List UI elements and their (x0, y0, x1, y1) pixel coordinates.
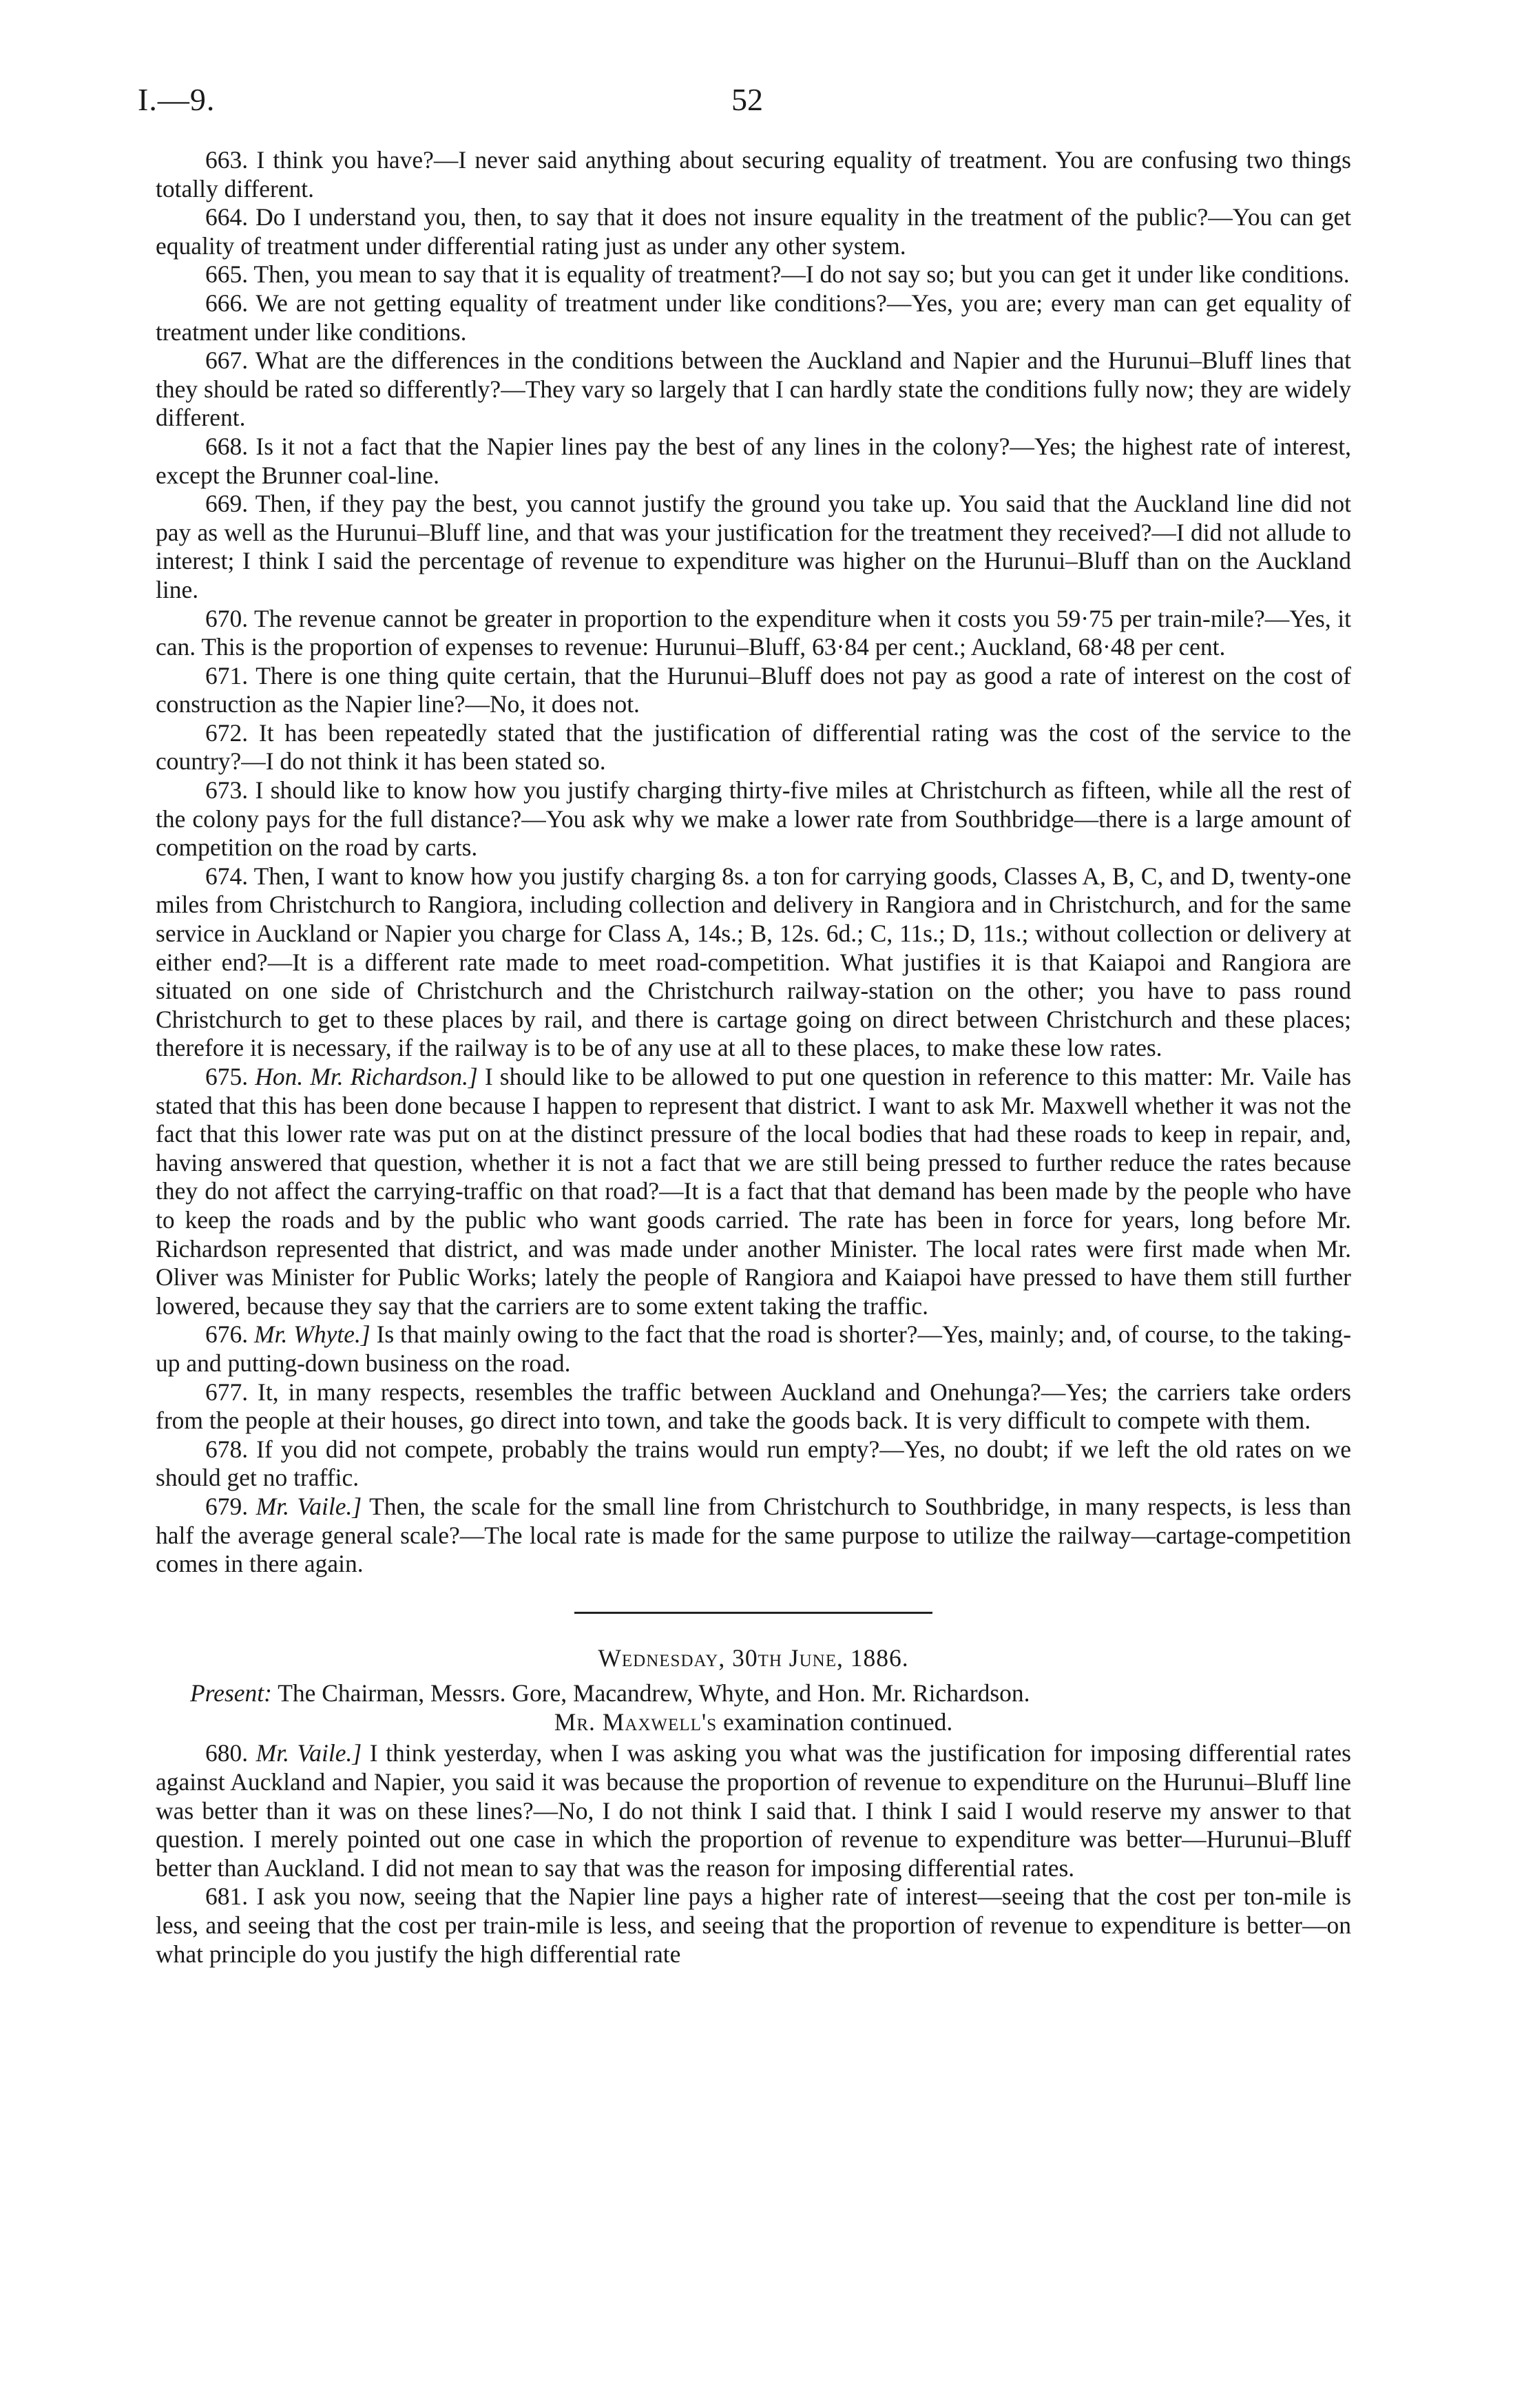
question-number: 680. (205, 1739, 249, 1767)
question-paragraph (156, 1739, 1351, 1882)
question-text: Then, I want to know how you justify charging 8s. a ton for carrying goods, Classes A, B, C, and D, twenty-one miles from Christchurch to Rangiora, including collection and delivery in Rangiora and in Christchurch, and for the same service in Auckland or Napier you charge for Class A, 14s.; B, 12s. 6d.; C, 11s.; D, 11s.; without collection or delivery at either end?—It is a different rate made to meet road-competition. What justifies it is that Kaiapoi and Rangiora are situated on one side of Christchurch and the Christchurch railway-station on the other; you have to pass round Christchurch to get to these places by rail, and there is cartage going on direct between Christchurch and these places; therefore it is necessary, if the railway is to be of any use at all to these places, to make these low rates. (156, 862, 1352, 1062)
question-text: It has been repeatedly stated that the justification of differential rating was the cost of the service to the country?—I do not think it has been stated so. (156, 718, 1351, 776)
question-paragraph (156, 289, 1351, 346)
paragraphs-section-2 (156, 1739, 1351, 1969)
page-number: 52 (731, 82, 763, 117)
question-paragraph (156, 662, 1351, 719)
question-number: 672. (205, 718, 249, 747)
question-text: I think yesterday, when I was asking you what was the justification for imposing differential rates against Auckland and Napier, you said it was because the proportion of revenue to expenditure on the Hurunui–Bluff line was better than it was on these lines?—No, I do not think I said that. I think I said I would reserve my answer to that question. I merely pointed out one case in which the proportion of revenue to expenditure was better—Hurunui–Bluff better than Auckland. I did not mean to say that was the reason for imposing differential rates. (156, 1739, 1351, 1882)
question-paragraph (156, 605, 1351, 662)
witness-name: Mr. Maxwell's (554, 1708, 718, 1736)
question-paragraph (156, 1378, 1351, 1435)
speaker-name: Hon. Mr. Richardson.] (255, 1063, 478, 1090)
question-paragraph (156, 1493, 1351, 1579)
question-text: Is it not a fact that the Napier lines pay the best of any lines in the colony?—Yes; the highest rate of interest, except the Brunner coal-line. (156, 432, 1351, 489)
present-line (156, 1679, 1351, 1708)
question-number: 676. (205, 1320, 249, 1349)
question-number: 681. (205, 1882, 249, 1911)
section-divider (574, 1612, 932, 1614)
question-number: 663. (205, 146, 249, 174)
question-text: We are not getting equality of treatment under like conditions?—Yes, you are; every man can get equality of treatment under like conditions. (156, 289, 1352, 346)
question-paragraph (156, 433, 1351, 490)
question-paragraph (156, 776, 1351, 862)
question-number: 678. (205, 1435, 249, 1463)
speaker-name: Mr. Whyte.] (254, 1320, 371, 1349)
speaker-name: Mr. Vaile.] (255, 1739, 362, 1767)
present-label: Present: (190, 1679, 272, 1708)
body-text (156, 146, 1351, 1969)
question-number: 673. (205, 776, 249, 805)
question-paragraph (156, 260, 1351, 289)
question-number: 664. (205, 203, 249, 231)
question-paragraph (156, 1435, 1351, 1493)
question-number: 679. (205, 1492, 249, 1520)
examination-continued (156, 1708, 1351, 1737)
question-text: There is one thing quite certain, that the Hurunui–Bluff does not pay as good a rate of interest on the cost of construction as the Napier line?—No, it does not. (156, 661, 1352, 718)
question-text: Then, the scale for the small line from Christchurch to Southbridge, in many respects, is less than half the average general scale?—The local rate is made for the same purpose to utilize the railway—cartage-competition comes in there again. (156, 1492, 1352, 1578)
question-text: I ask you now, seeing that the Napier line pays a higher rate of interest—seeing that the cost per ton-mile is less, and seeing that the cost per train-mile is less, and seeing that the proportion of revenue to expenditure is better—on what principle do you justify the high differential rate (156, 1882, 1352, 1968)
question-paragraph (156, 862, 1351, 1063)
question-paragraph (156, 203, 1351, 260)
question-number: 669. (205, 490, 249, 518)
question-number: 671. (205, 661, 249, 689)
question-number: 670. (205, 604, 249, 632)
paragraphs-section-1 (156, 146, 1351, 1579)
question-number: 666. (205, 289, 249, 317)
question-number: 668. (205, 432, 249, 460)
question-number: 665. (205, 260, 249, 289)
question-number: 674. (205, 862, 249, 890)
question-text: Do I understand you, then, to say that it does not insure equality in the treatment of the public?—You can get equality of treatment under differential rating just as under any other system. (156, 203, 1352, 260)
question-paragraph (156, 346, 1351, 433)
question-paragraph (156, 719, 1351, 776)
question-number: 667. (205, 346, 249, 375)
question-paragraph (156, 1320, 1351, 1378)
present-members: The Chairman, Messrs. Gore, Macandrew, Whyte, and Hon. Mr. Richardson. (278, 1679, 1030, 1708)
continued-text: examination continued. (723, 1708, 953, 1736)
question-number: 675. (205, 1063, 249, 1090)
question-text: I should like to be allowed to put one question in reference to this matter: Mr. Vaile has stated that this has been done because I happen to represent that district. I want to ask Mr. Maxwell whether it was not the fact that this lower rate was put on at the distinct pressure of the local bodies that had these roads to keep in repair, and, having answered that question, whether it is not a fact that we are still being pressed to further reduce the rates because they do not affect the carrying-traffic on that road?—It is a fact that that demand has been made by the people who have to keep the roads and by the public who want goods carried. The rate has been in force for years, long before Mr. Richardson represented that district, and was made under another Minister. The local rates were first made when Mr. Oliver was Minister for Public Works; lately the people of Rangiora and Kaiapoi have pressed to have them still further lowered, because they say that the carriers are to some extent taking the traffic. (156, 1063, 1352, 1320)
question-text: The revenue cannot be greater in proportion to the expenditure when it costs you 59·75 per train-mile?—Yes, it can. This is the proportion of expenses to revenue: Hurunui–Bluff, 63·84 per cent.; Auckland, 68·48 per cent. (156, 604, 1351, 661)
speaker-name: Mr. Vaile.] (255, 1492, 362, 1520)
question-text: Then, you mean to say that it is equality of treatment?—I do not say so; but you can get it under like conditions. (253, 260, 1350, 289)
document-reference: I.—9. (138, 82, 216, 117)
question-text: It, in many respects, resembles the traffic between Auckland and Onehunga?—Yes; the carriers take orders from the people at their houses, go direct into town, and take the goods back. It is very difficult to compete with them. (156, 1378, 1351, 1435)
question-number: 677. (205, 1378, 249, 1406)
question-text: What are the differences in the conditions between the Auckland and Napier and the Hurunui–Bluff lines that they should be rated so differently?—They vary so largely that I can hardly state the conditions fully now; they are widely different. (156, 346, 1352, 432)
question-paragraph (156, 1882, 1351, 1969)
question-paragraph (156, 1063, 1351, 1320)
question-text: I should like to know how you justify charging thirty-five miles at Christchurch as fifteen, while all the rest of the colony pays for the full distance?—You ask why we make a lower rate from Southbridge—there is a large amount of competition on the road by carts. (156, 776, 1351, 862)
page-header (138, 81, 1348, 129)
question-text: Is that mainly owing to the fact that the road is shorter?—Yes, mainly; and, of course, to the taking-up and putting-down business on the road. (156, 1320, 1352, 1377)
question-text: If you did not compete, probably the trains would run empty?—Yes, no doubt; if we left the old rates on we should get no traffic. (156, 1435, 1352, 1492)
question-text: Then, if they pay the best, you cannot justify the ground you take up. You said that the Auckland line did not pay as well as the Hurunui–Bluff line, and that was your justification for the treatment they received?—I did not allude to interest; I think I said the percentage of revenue to expenditure was higher on the Hurunui–Bluff than on the Auckland line. (156, 490, 1351, 603)
question-paragraph (156, 490, 1351, 604)
question-paragraph (156, 146, 1351, 203)
question-text: I think you have?—I never said anything about securing equality of treatment. You are confusing two things totally different. (156, 146, 1351, 203)
session-date: Wednesday, 30th June, 1886. (598, 1643, 909, 1672)
